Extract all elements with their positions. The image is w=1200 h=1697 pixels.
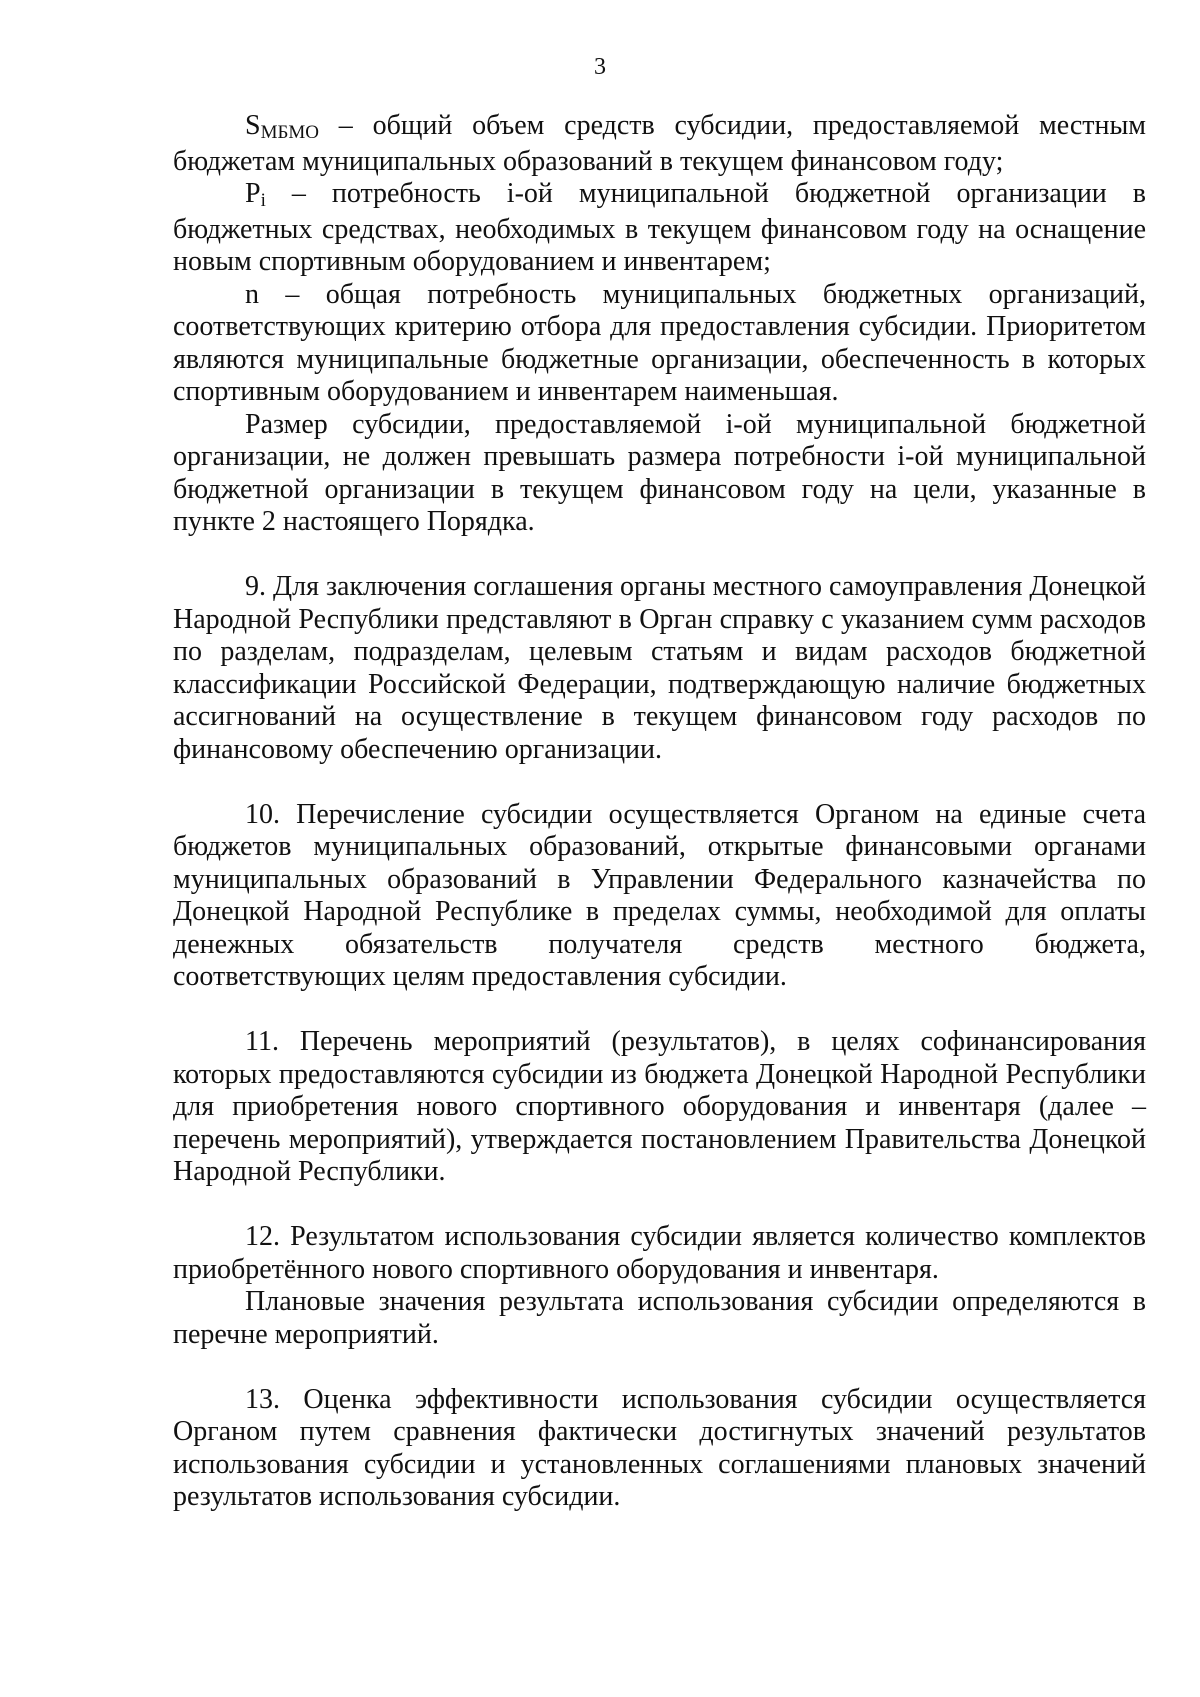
symbol-s-subscript: МБМО bbox=[260, 122, 319, 143]
symbol-p: P bbox=[245, 178, 261, 209]
clause-13: 13. Оценка эффективности использования субсидии осуществляется Органом путем сравнения фактически достигнутых значений результатов использования субсидии и установленных соглашениями плановых значений результатов использования субсидии. bbox=[173, 1383, 1146, 1512]
clause-12-planned-values: Плановые значения результата использования субсидии определяются в перечне мероприятий. bbox=[173, 1286, 1146, 1350]
clause-12: 12. Результатом использования субсидии является количество комплектов приобретённого нового спортивного оборудования и инвентаря. bbox=[173, 1221, 1146, 1285]
page-number: 3 bbox=[594, 54, 606, 80]
paragraph-text: – потребность i-ой муниципальной бюджетной организации в бюджетных средствах, необходимых в текущем финансовом году на оснащение новым спортивным оборудованием и инвентарем; bbox=[173, 178, 1146, 277]
paragraph-text: – общий объем средств субсидии, предоставляемой местным бюджетам муниципальных образований в текущем финансовом году; bbox=[173, 110, 1146, 177]
definition-s-mbmo bbox=[173, 110, 1146, 178]
clause-10: 10. Перечисление субсидии осуществляется Органом на единые счета бюджетов муниципальных образований, открытые финансовыми органами муниципальных образований в Управлении Федерального казначейства по Донецкой Народной Республике в пределах суммы, необходимой для оплаты денежных обязательств получателя средств местного бюджета, соответствующих целям предоставления субсидии. bbox=[173, 798, 1146, 992]
symbol-p-subscript: i bbox=[260, 190, 266, 211]
clause-11: 11. Перечень мероприятий (результатов), в целях софинансирования которых предоставляются субсидии из бюджета Донецкой Народной Республики для приобретения нового спортивного оборудования и инвентаря (далее – перечень мероприятий), утверждается постановлением Правительства Донецкой Народной Республики. bbox=[173, 1026, 1146, 1187]
clause-9: 9. Для заключения соглашения органы местного самоуправления Донецкой Народной Республики представляют в Орган справку с указанием сумм расходов по разделам, подразделам, целевым статьям и видам расходов бюджетной классификации Российской Федерации, подтверждающую наличие бюджетных ассигнований на осуществление в текущем финансовом году расходов по финансовому обеспечению организации. bbox=[173, 571, 1146, 765]
document-body bbox=[173, 110, 1146, 1514]
paragraph-subsidy-size: Размер субсидии, предоставляемой i-ой муниципальной бюджетной организации, не должен превышать размера потребности i-ой муниципальной бюджетной организации в текущем финансовом году на цели, указанные в пункте 2 настоящего Порядка. bbox=[173, 408, 1146, 537]
definition-n: n – общая потребность муниципальных бюджетных организаций, соответствующих критерию отбора для предоставления субсидии. Приоритетом являются муниципальные бюджетные организации, обеспеченность в которых спортивным оборудованием и инвентарем наименьшая. bbox=[173, 278, 1146, 407]
symbol-s: S bbox=[245, 110, 261, 141]
definition-p-i bbox=[173, 178, 1146, 279]
